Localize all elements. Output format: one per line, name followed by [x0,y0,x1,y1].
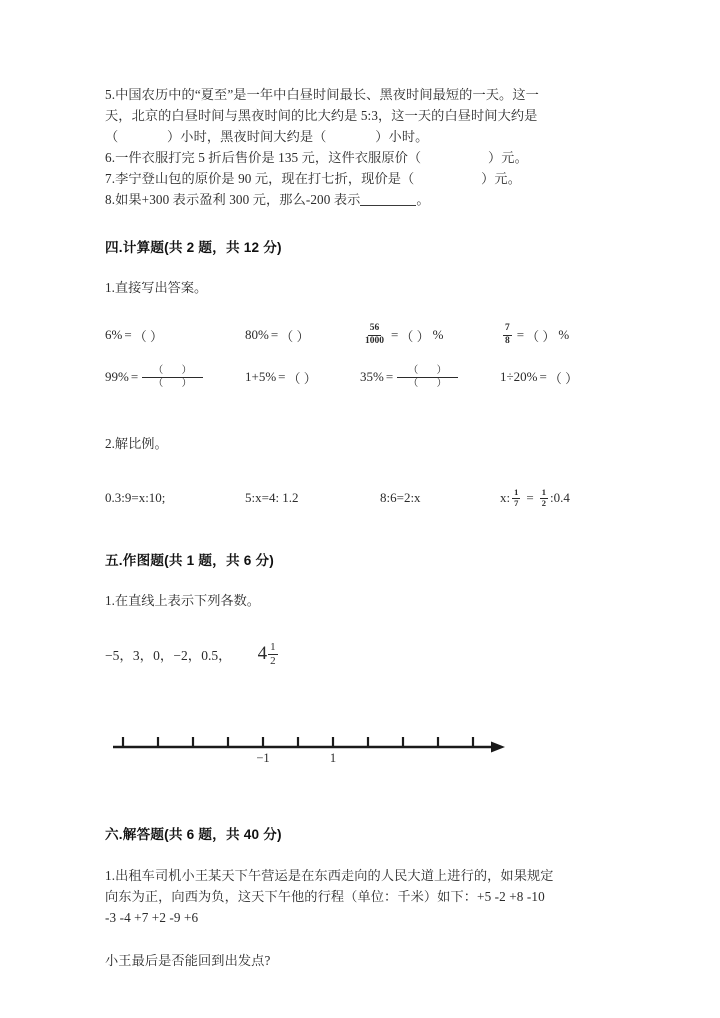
calc-item-99pct [105,365,245,390]
fraction-denominator: 2 [270,655,276,667]
fraction-denominator: 2 [541,498,546,509]
question-6-text: 6.一件衣服打完 5 折后售价是 135 元，这件衣服原价（ [105,150,422,165]
calc-row-1 [105,318,625,352]
question-5-blank-1: （ [105,129,119,144]
calc-item-35pct-eq: = [385,369,394,384]
calc-item-1plus5pct-eq: = [278,369,286,384]
section-six-q1-followup: 小王最后是否能回到出发点? [105,953,271,969]
calc-item-1div20pct [500,368,578,387]
calc-item-80pct [245,326,360,345]
proportion-2: 5:x=4: 1.2 [245,490,299,506]
question-5-text-mid: ）小时，黑夜时间大约是（ [167,129,327,144]
question-7-text-end: ）元。 [481,171,521,186]
mixed-number-whole: 4 [257,643,268,664]
calc-item-99pct-eq: = [130,369,139,384]
proportion-4-eq: = [526,490,534,506]
question-5-text-end: ）小时。 [375,129,429,144]
number-list [105,641,625,668]
calc-item-56-1000 [360,323,500,346]
blank-fraction-denominator: （ ） [408,378,455,389]
blank-fraction-35pct [397,365,458,390]
blank-fraction-numerator: （ ） [142,365,203,378]
mixed-number-fraction [268,641,278,668]
fraction-numerator: 1 [541,487,546,497]
question-8-blank [360,193,416,206]
calc-item-56-1000-eq: = [391,327,399,342]
fill-in-question-5 [105,84,625,147]
fraction-1-over-7 [512,488,520,509]
proportion-3: 8:6=2:x [380,490,421,506]
calc-item-1div20pct-eq: = [539,369,547,384]
calc-item-80pct-blank: （ ） [280,328,310,344]
question-8-text-end: 。 [416,192,430,207]
calc-item-1div20pct-left: 1÷20% [500,369,538,384]
calc-item-1plus5pct-blank: （ ） [287,370,317,386]
fraction-numerator: 7 [503,323,512,335]
section-five-heading: 五.作图题(共 1 题，共 6 分) [105,552,275,568]
fraction-7-over-8 [503,323,512,346]
calc-item-56-1000-suffix: % [432,327,444,342]
proportion-4-prefix: x: [500,490,511,506]
proportion-4 [500,488,570,509]
fraction-numerator: 1 [514,487,519,497]
section-four-q2-label: 2.解比例。 [105,436,168,451]
question-6-text-end: ）元。 [488,150,528,165]
section-five-q1-label: 1.在直线上表示下列各数。 [105,592,260,608]
proportion-4-suffix: :0.4 [549,490,570,506]
calc-item-99pct-left: 99% [105,369,129,384]
number-line-arrow-icon [491,742,505,753]
question-7-text: 7.李宁登山包的原价是 90 元，现在打七折，现价是（ [105,171,415,186]
calc-item-6pct [105,326,245,345]
blank-fraction-99pct [142,365,203,390]
calc-item-1div20pct-blank: （ ） [548,370,579,386]
calc-row-2 [105,360,625,394]
fraction-numerator: 56 [368,323,382,335]
fill-in-question-7 [105,168,625,189]
fill-in-question-8 [105,189,625,210]
calc-item-1plus5pct [245,368,360,387]
section-six-q1-line-1: 1.出租车司机小王某天下午营运是在东西走向的人民大道上进行的，如果规定 [105,868,554,884]
question-5-line-3 [105,126,625,147]
calc-item-7-8 [500,323,569,346]
calc-item-6pct-left: 6% [105,327,123,342]
fraction-1-over-2 [540,488,548,509]
fraction-numerator: 1 [270,640,276,653]
calc-item-6pct-eq: = [124,327,132,342]
section-six-heading: 六.解答题(共 6 题，共 40 分) [105,827,282,843]
question-8-text: 8.如果+300 表示盈利 300 元，那么-200 表示 [105,192,361,207]
calc-item-1plus5pct-left: 1+5% [245,369,277,384]
fill-in-question-6 [105,147,625,168]
number-line-label-negative-one: −1 [256,751,270,766]
fraction-denominator: 8 [505,336,510,346]
mixed-number-four-and-one-half [258,641,278,668]
blank-fraction-numerator: （ ） [397,365,458,378]
calc-item-80pct-left: 80% [245,327,269,342]
question-5-line-2: 天，北京的白昼时间与黑夜时间的比大约是 5:3，这一天的白昼时间大约是 [105,108,538,123]
calc-item-56-1000-blank: （ ） [400,328,430,344]
section-six-q1-line-2: 向东为正，向西为负，这天下午他的行程（单位：千米）如下：+5 -2 +8 -10 [105,889,545,905]
calc-item-35pct [360,365,500,390]
calc-item-80pct-eq: = [270,327,279,342]
calc-item-35pct-left: 35% [360,369,384,384]
question-5-line-1: 5.中国农历中的“夏至”是一年中白昼时间最长、黑夜时间最短的一天。这一 [105,87,539,102]
proportion-row [105,488,625,509]
section-four-heading: 四.计算题(共 2 题，共 12 分) [105,240,282,255]
page-content [105,84,625,971]
fraction-denominator: 7 [514,498,519,509]
proportion-1: 0.3:9=x:10; [105,490,166,506]
number-line-label-one: 1 [329,751,337,766]
number-line-svg [105,725,525,771]
fraction-56-over-1000 [363,323,386,346]
calc-item-7-8-suffix: % [558,327,570,342]
section-four-q1-label: 1.直接写出答案。 [105,280,208,295]
fraction-denominator: 1000 [365,336,384,346]
section-six-q1-line-3: -3 -4 +7 +2 -9 +6 [105,910,199,926]
calc-item-7-8-eq: = [516,327,525,342]
number-list-text: −5，3，0，−2，0.5， [105,648,232,663]
number-line-diagram [105,725,525,771]
calc-item-7-8-blank: （ ） [526,328,556,344]
calc-item-6pct-blank: （ ） [133,328,163,344]
blank-fraction-denominator: （ ） [153,378,200,389]
